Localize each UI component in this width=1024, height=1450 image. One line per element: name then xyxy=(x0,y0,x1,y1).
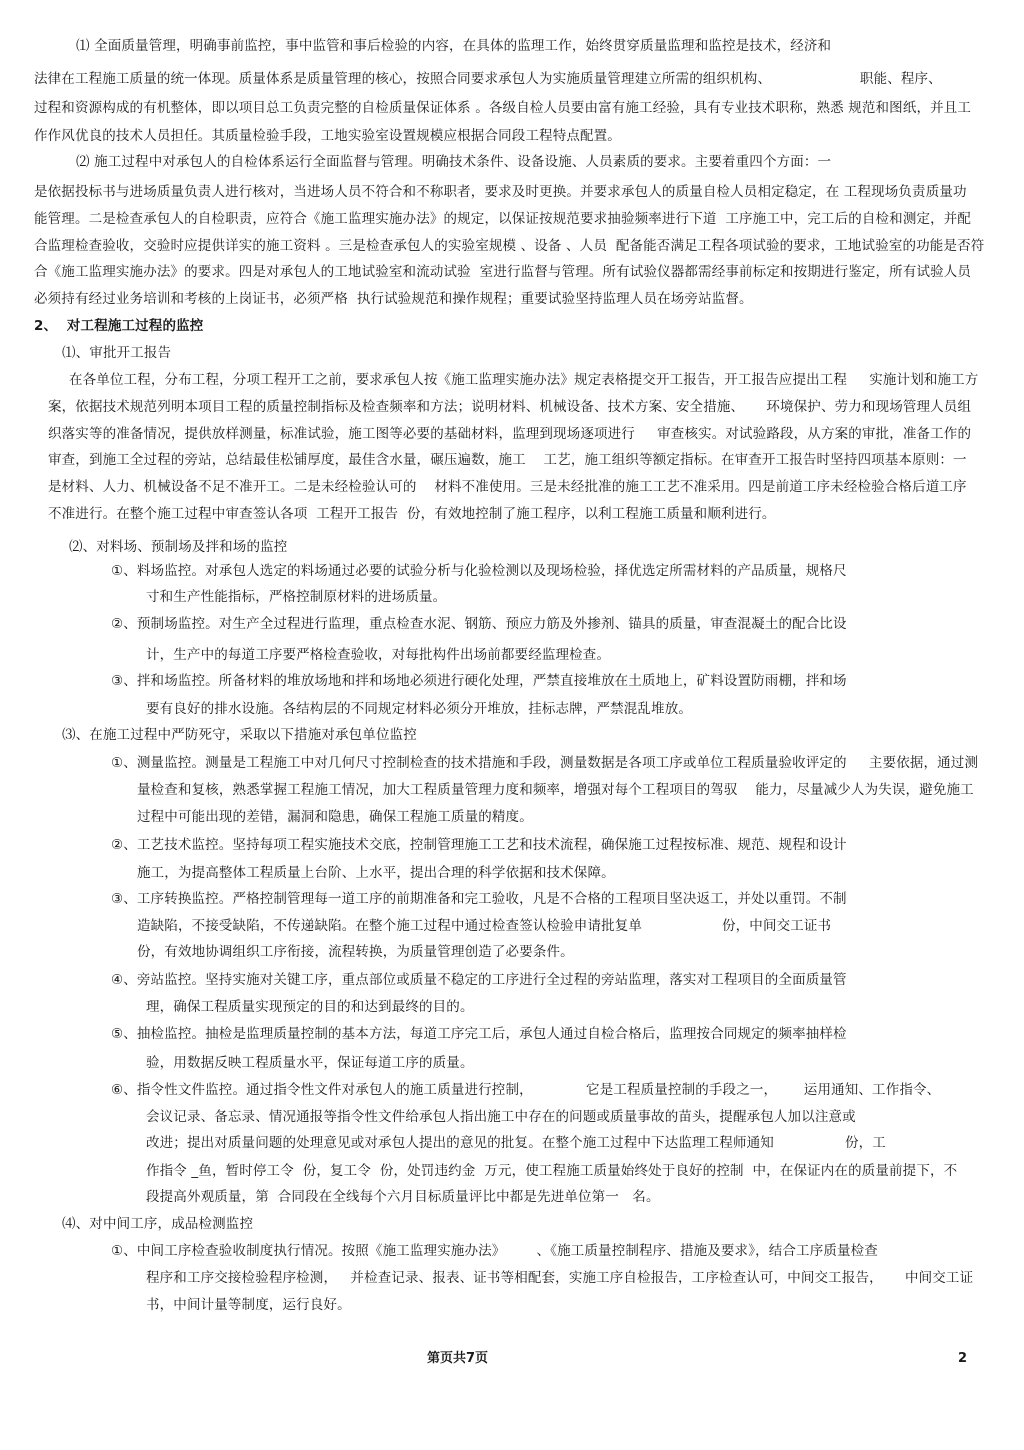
paragraph-line: 合《施工监理实施办法》的要求。四是对承包人的工地试验室和流动试验 室进行监督与管理。所有试验仪器都需经事前标定和按期进行鉴定，所有试验人员 xyxy=(34,264,972,280)
list-item-line: 过程中可能出现的差错，漏洞和隐患，确保工程施工质量的精度。 xyxy=(137,809,533,825)
paragraph-line: 作作风优良的技术人员担任。其质量检验手段，工地实验室设置规模应根据合同段工程特点配置。 xyxy=(34,128,621,144)
list-item-line: 要有良好的排水设施。各结构层的不同规定材料必须分开堆放，挂标志牌，严禁混乱堆放。 xyxy=(146,701,692,717)
list-item-line: ④、旁站监控。坚持实施对关键工序，重点部位或质量不稳定的工序进行全过程的旁站监理，落实对工程项目的全面质量管 xyxy=(111,972,847,988)
list-item-line: ⑤、抽检监控。抽检是监理质量控制的基本方法，每道工序完工后，承包人通过自检合格后，监理按合同规定的频率抽样检 xyxy=(111,1026,847,1042)
list-item-line: ①、料场监控。对承包人选定的料场通过必要的试验分析与化验检测以及现场检验，择优选定所需材料的产品质量，规格尺 xyxy=(111,563,847,579)
paragraph-line: 过程和资源构成的有机整体，即以项目总工负责完整的自检质量保证体系 。各级自检人员要由富有施工经验，具有专业技术职称，熟悉 规范和图纸，并且工 xyxy=(34,100,972,116)
page-footer-label: 第页共7页 xyxy=(427,1351,489,1366)
paragraph-line: 在各单位工程，分布工程，分项工程开工之前，要求承包人按《施工监理实施办法》规定表格提交开工报告，开工报告应提出工程 实施计划和施工方 xyxy=(69,372,979,388)
list-item-line: 作指令 _鱼，暂时停工令 份，复工令 份，处罚违约金 万元，使工程施工质量始终处于良好的控制 中，在保证内在的质量前提下，不 xyxy=(146,1163,958,1179)
list-item-line: ①、中间工序检查验收制度执行情况。按照《施工监理实施办法》 、《施工质量控制程序、措施及要求》，结合工序质量检查 xyxy=(111,1243,878,1259)
paragraph-line: 案，依据技术规范列明本项目工程的质量控制指标及检查频率和方法；说明材料、机械设备、技术方案、安全措施、 环境保护、劳力和现场管理人员组 xyxy=(48,399,972,415)
list-item-line: ⑥、指令性文件监控。通过指令性文件对承包人的施工质量进行控制， 它是工程质量控制的手段之一， 运用通知、工作指令、 xyxy=(111,1082,941,1098)
list-item-line: 份，有效地协调组织工序衔接，流程转换，为质量管理创造了必要条件。 xyxy=(137,944,574,960)
paragraph-line: 合监理检查验收，交验时应提供详实的施工资料 。三是检查承包人的实验室规模 、设备 、人员 配备能否满足工程各项试验的要求，工地试验室的功能是否符 xyxy=(34,238,985,254)
list-item-line: 量检查和复核，熟悉掌握工程施工情况，加大工程质量管理力度和频率，增强对每个工程项目的驾驭 能力，尽量减少人为失误，避免施工 xyxy=(137,782,974,798)
list-item-line: 验，用数据反映工程质量水平，保证每道工序的质量。 xyxy=(146,1055,474,1071)
subsection-heading: ⑷、对中间工序，成品检测监控 xyxy=(62,1216,254,1232)
paragraph-line: 能管理。二是检查承包人的自检职责，应符合《施工监理实施办法》的规定，以保证按规范要求抽验频率进行下道 工序施工中，完工后的自检和测定，并配 xyxy=(34,211,972,227)
subsection-heading: ⑵、对料场、预制场及拌和场的监控 xyxy=(69,539,288,555)
subsection-heading: ⑶、在施工过程中严防死守，采取以下措施对承包单位监控 xyxy=(62,727,417,743)
paragraph-line: ⑴ 全面质量管理，明确事前监控，事中监管和事后检验的内容，在具体的监理工作，始终贯穿质量监理和监控是技术，经济和 xyxy=(76,38,832,54)
paragraph-line: 是材料、人力、机械设备不足不准开工。二是未经检验认可的 材料不准使用。三是未经批准的施工工艺不准采用。四是前道工序未经检验合格后道工序 xyxy=(48,479,967,495)
list-item-line: 改进；提出对质量问题的处理意见或对承包人提出的意见的批复。在整个施工过程中下达监理工程师通知 份，工 xyxy=(146,1135,886,1151)
list-item-line: ③、拌和场监控。所备材料的堆放场地和拌和场地必须进行硬化处理，严禁直接堆放在土质地上，矿料设置防雨棚，拌和场 xyxy=(111,673,847,689)
subsection-heading: ⑴、审批开工报告 xyxy=(62,345,172,361)
section-heading: 2、 对工程施工过程的监控 xyxy=(34,318,204,334)
list-item-line: 造缺陷，不接受缺陷，不传递缺陷。在整个施工过程中通过检查签认检验申请批复单 份，中间交工证书 xyxy=(137,918,832,934)
paragraph-line: 织落实等的准备情况，提供放样测量，标准试验，施工图等必要的基础材料，监理到现场逐项进行 审查核实。对试验路段，从方案的审批，准备工作的 xyxy=(48,426,972,442)
page-number: 2 xyxy=(958,1351,968,1366)
list-item-line: ②、工艺技术监控。坚持每项工程实施技术交底，控制管理施工工艺和技术流程，确保施工过程按标准、规范、规程和设计 xyxy=(111,837,847,853)
list-item-line: ③、工序转换监控。严格控制管理每一道工序的前期准备和完工验收，凡是不合格的工程项目坚决返工，并处以重罚。不制 xyxy=(111,891,847,907)
list-item-line: ②、预制场监控。对生产全过程进行监理，重点检查水泥、钢筋、预应力筋及外掺剂、锚具的质量，审查混凝土的配合比设 xyxy=(111,616,847,632)
paragraph-line: 必须持有经过业务培训和考核的上岗证书，必须严格 执行试验规范和操作规程；重要试验坚持监理人员在场旁站监督。 xyxy=(34,291,753,307)
list-item-line: 寸和生产性能指标，严格控制原材料的进场质量。 xyxy=(146,589,447,605)
paragraph-line: 审查，到施工全过程的旁站，总结最佳松铺厚度，最佳含水量，碾压遍数，施工 工艺，施工组织等额定指标。在审查开工报告时坚持四项基本原则：一 xyxy=(48,452,967,468)
paragraph-line: ⑵ 施工过程中对承包人的自检体系运行全面监督与管理。明确技术条件、设备设施、人员素质的要求。主要着重四个方面：一 xyxy=(76,154,832,170)
list-item-line: 段提高外观质量，第 合同段在全线每个六月目标质量评比中都是先进单位第一 名。 xyxy=(146,1189,660,1205)
list-item-line: 计，生产中的每道工序要严格检查验收，对每批构件出场前都要经监理检查。 xyxy=(146,647,611,663)
paragraph-line: 不准进行。在整个施工过程中审查签认各项 工程开工报告 份，有效地控制了施工程序，以利工程施工质量和顺利进行。 xyxy=(48,506,776,522)
list-item-line: 程序和工序交接检验程序检测， 并检查记录、报表、证书等相配套，实施工序自检报告，工序检查认可，中间交工报告， 中间交工证 xyxy=(146,1270,974,1286)
paragraph-line: 是依据投标书与进场质量负责人进行核对，当进场人员不符合和不称职者，要求及时更换。并要求承包人的质量自检人员相定稳定，在 工程现场负责质量功 xyxy=(34,184,967,200)
list-item-line: 会议记录、备忘录、情况通报等指令性文件给承包人指出施工中存在的问题或质量事故的苗头，提醒承包人加以注意或 xyxy=(146,1109,856,1125)
list-item-line: 书，中间计量等制度，运行良好。 xyxy=(146,1297,351,1313)
list-item-line: 理，确保工程质量实现预定的目的和达到最终的目的。 xyxy=(146,999,474,1015)
list-item-line: ①、测量监控。测量是工程施工中对几何尺寸控制检查的技术措施和手段，测量数据是各项工序或单位工程质量验收评定的 主要依据，通过测 xyxy=(111,755,979,771)
list-item-line: 施工，为提高整体工程质量上台阶、上水平，提出合理的科学依据和技术保障。 xyxy=(137,865,615,881)
paragraph-line: 法律在工程施工质量的统一体现。质量体系是质量管理的核心，按照合同要求承包人为实施质量管理建立所需的组织机构、 职能、程序、 xyxy=(34,71,942,87)
